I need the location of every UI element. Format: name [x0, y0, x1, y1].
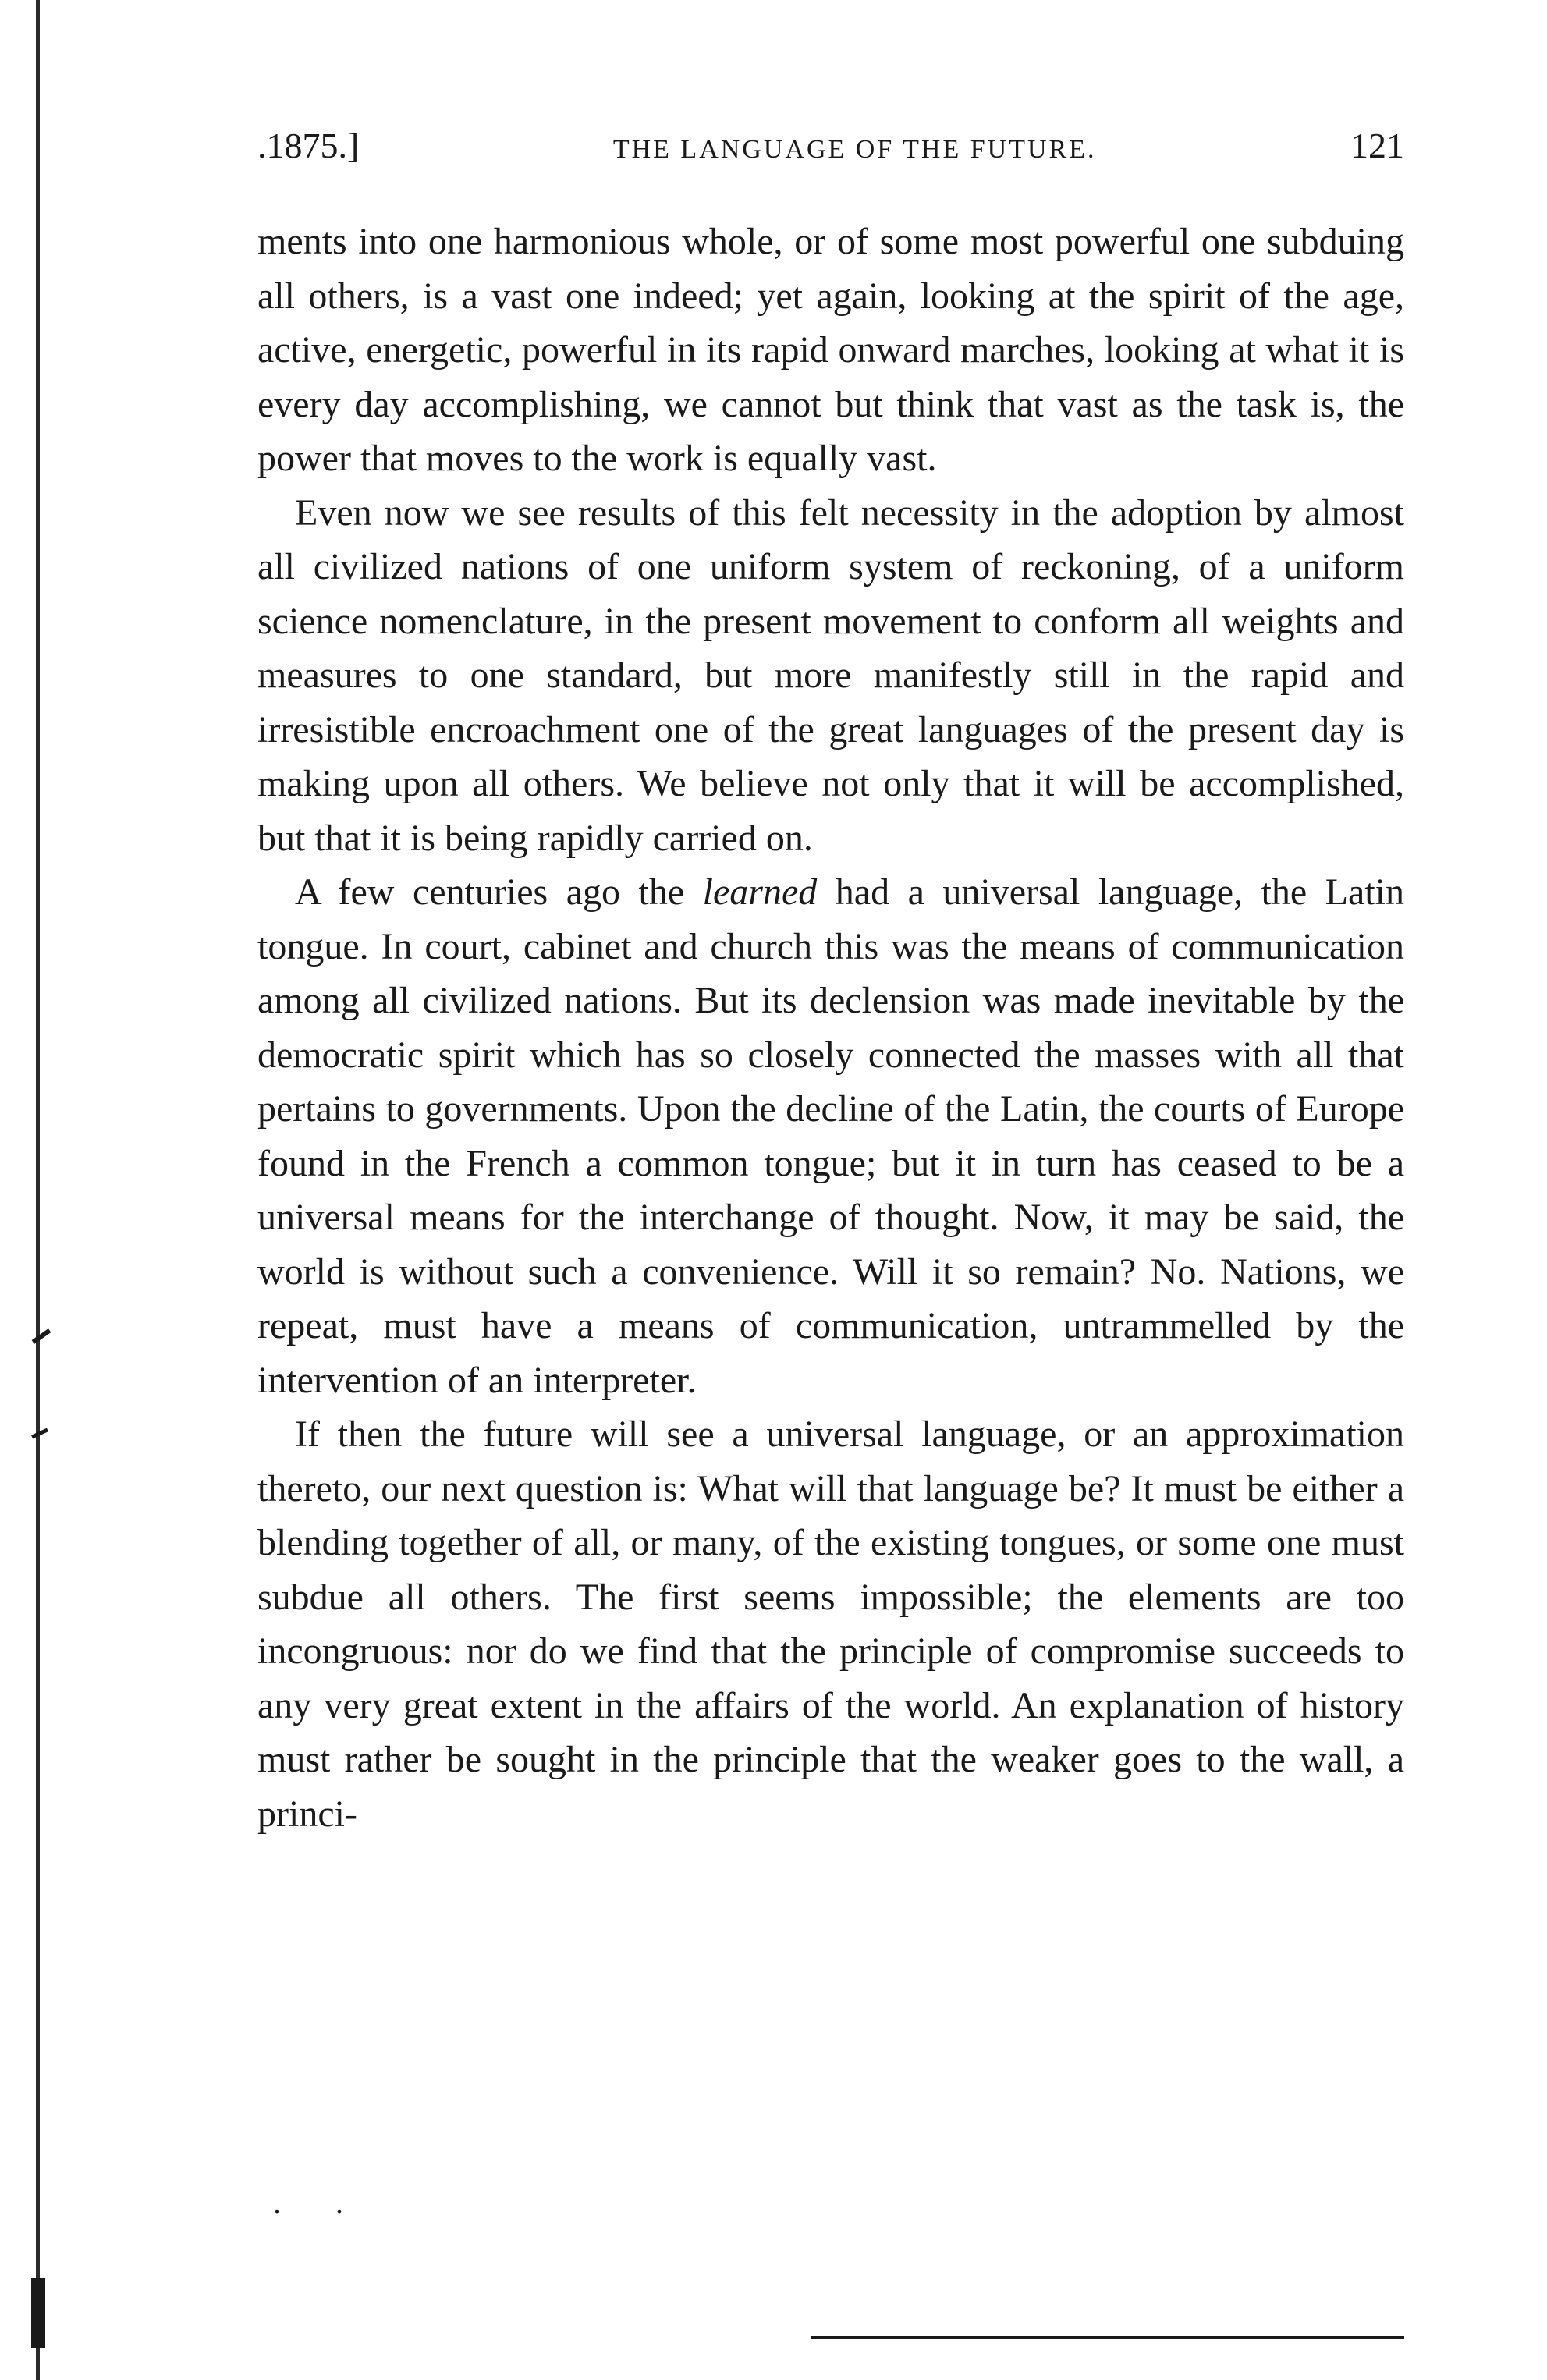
header-title: THE LANGUAGE OF THE FUTURE. [612, 135, 1097, 164]
bottom-rule [811, 2336, 1404, 2339]
italic-word: learned [702, 871, 818, 913]
running-header [257, 125, 1404, 179]
paragraph-text-before: A few centuries ago the [295, 871, 703, 913]
paragraph-text: ments into one harmonious whole, or of some most powerful one subduing all others, is a vast one indeed; yet again, looking at the spirit of the age, active, energetic, powerful in its rapid onward marches, looking at what it is every day accomplishing, we cannot but think that vast as the task is, the power that moves to the work is equally vast. [257, 221, 1404, 479]
paragraph-1 [257, 215, 1404, 486]
paragraph-3 [257, 865, 1404, 1407]
paragraph-text: If then the future will see a universal language, or an approximation thereto, our next question is: What will that language be? It must be either a blending together of all, or many, of the existing tongues, or some one must subdue all others. The first seems impossible; the elements are too incongruous: nor do we find that the principle of compromise succeeds to any very great extent in the affairs of the world. An explanation of history must rather be sought in the principle that the weaker goes to the wall, a princi- [257, 1413, 1404, 1835]
gutter-mark [31, 1428, 48, 1439]
page-edge-shadow [36, 0, 40, 2380]
paragraph-text-after: had a universal language, the Latin tongue. In court, cabinet and church this was the means of communication among all civilized nations. But its declension was made inevitable by the democratic spirit which has so closely connected the masses with all that pertains to governments. Upon the decline of the Latin, the courts of Europe found in the French a common tongue; but it in turn has ceased to be a universal means for the interchange of thought. Now, it may be said, the world is without such a convenience. Will it so remain? No. Nations, we repeat, must have a means of communication, untrammelled by the intervention of an interpreter. [257, 871, 1404, 1401]
paragraph-4 [257, 1407, 1404, 1841]
page-number: 121 [1350, 126, 1404, 165]
gutter-mark [32, 1328, 51, 1344]
footer-marks: . . [273, 2185, 367, 2220]
header-year: .1875.] [257, 126, 360, 165]
gutter-mark [31, 2278, 45, 2348]
paragraph-text: Even now we see results of this felt necessity in the adoption by almost all civilized nations of one uniform system of reckoning, of a uniform science nomenclature, in the present movement to conform all weights and measures to one standard, but more manifestly still in the rapid and irresistible encroachment one of the great languages of the present day is making upon all others. We believe not only that it will be accomplished, but that it is being rapidly carried on. [257, 491, 1404, 859]
paragraph-2 [257, 486, 1404, 866]
body-text [257, 215, 1404, 1841]
